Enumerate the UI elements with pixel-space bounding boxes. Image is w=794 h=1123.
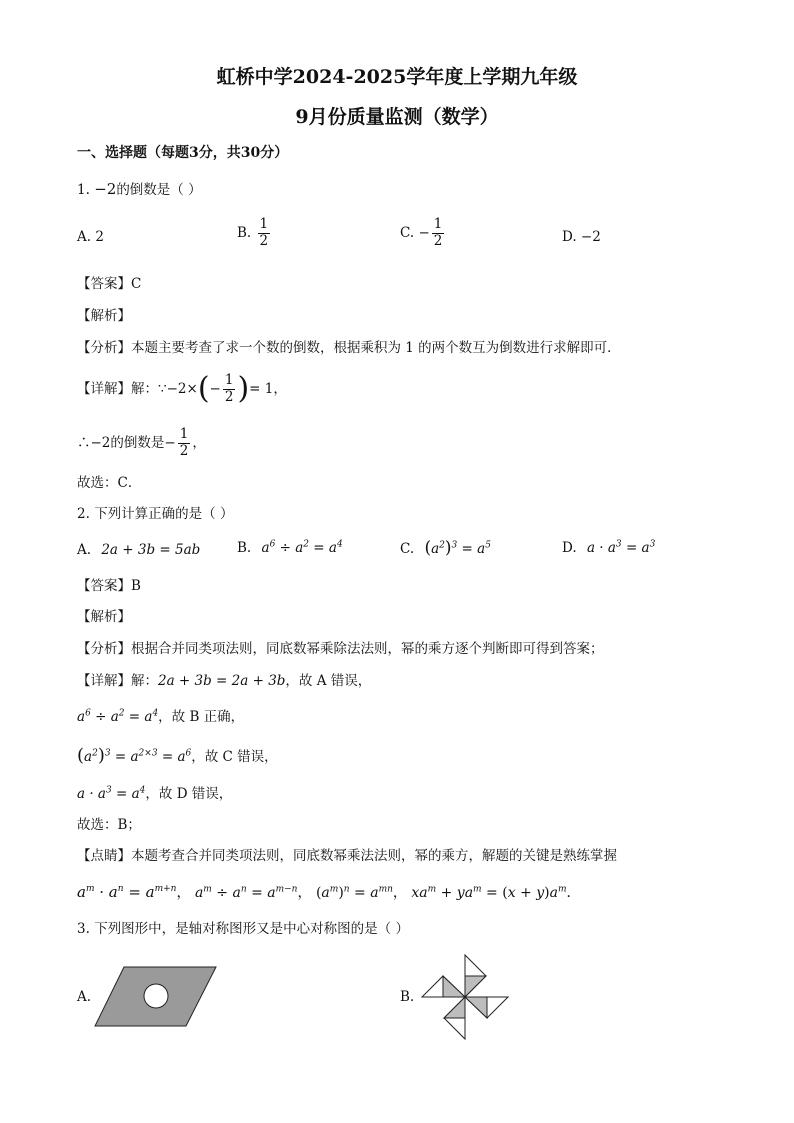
q2-option-b-expr: $a^6 \div a^2 = a^4$ xyxy=(261,539,343,556)
q1-stem xyxy=(77,180,202,198)
q1-option-b-label: B. xyxy=(237,224,252,241)
q1-number: 1. xyxy=(77,182,90,198)
q1-detail-label: 【详解】解： xyxy=(77,380,158,397)
q2-stem-text: 下列计算正确的是（ ） xyxy=(94,506,234,522)
q1-therefore-den: 2 xyxy=(179,442,189,459)
q2-detail-d-expr: $a \cdot a^3 = a^4$ xyxy=(77,785,146,802)
q2-detail-d-text: ，故 D 错误， xyxy=(145,786,233,802)
q2-option-d xyxy=(562,540,655,556)
q1-detail-pre: ∵−2× xyxy=(158,380,198,397)
q1-option-c-den: 2 xyxy=(433,232,443,249)
q2-number: 2. xyxy=(77,506,90,522)
q2-rule-power: $(a^m)^n = a^{mn}$ xyxy=(315,884,393,901)
q1-expr: −2 xyxy=(94,180,117,198)
q1-therefore-post: ， xyxy=(192,434,206,451)
q2-detail-c-expr: $(a^2)^3 = a^{2\times 3} = a^6$ xyxy=(77,745,192,766)
q1-detail-fraction xyxy=(223,373,236,405)
q2-option-d-expr: $a \cdot a^3 = a^3$ xyxy=(586,539,656,556)
q2-jiexi: 【解析】 xyxy=(77,609,131,625)
pinwheel-shade-right xyxy=(465,997,487,1018)
q1-option-b-fraction xyxy=(258,217,271,249)
q1-option-b xyxy=(237,217,272,249)
q2-stem xyxy=(77,506,233,522)
q2-option-c-expr: $(a^2)^3 = a^5$ xyxy=(424,538,491,558)
q1-option-c-label: C. xyxy=(400,224,415,241)
q1-option-c xyxy=(400,217,446,249)
q2-option-a xyxy=(77,542,200,558)
pinwheel-shade-left xyxy=(443,976,465,997)
q1-stem-text: 的倒数是（ ） xyxy=(116,182,202,198)
q3-number: 3. xyxy=(77,921,90,937)
paper-title-line1: 虹桥中学2024-2025学年度上学期九年级 xyxy=(216,66,578,88)
q2-analysis: 【分析】根据合并同类项法则，同底数幂乘除法法则，幂的乘方逐个判断即可得到答案； xyxy=(77,641,604,657)
q2-option-b xyxy=(237,540,343,556)
q2-rule-quotient: $a^m \div a^n = a^{m-n}$ xyxy=(194,884,298,901)
q1-therefore-pre: ∴−2的倒数是− xyxy=(77,434,176,451)
q2-option-c xyxy=(400,538,491,558)
q3-option-b-figure xyxy=(420,953,510,1041)
pinwheel-shade-bottom xyxy=(444,997,465,1018)
q3-option-a-label: A. xyxy=(77,989,92,1005)
q1-detail-num: 1 xyxy=(224,372,234,388)
q2-option-d-label: D. xyxy=(562,540,577,556)
q1-therefore-fraction xyxy=(178,427,191,459)
q2-dianjing: 【点睛】本题考查合并同类项法则，同底数幂乘法法则，幂的乘方，解题的关键是熟练掌握 xyxy=(77,848,617,864)
q2-detail-c-text: ，故 C 错误， xyxy=(191,749,278,765)
q2-detail-b xyxy=(77,709,244,725)
q3-stem-text: 下列图形中，是轴对称图形又是中心对称图的是（ ） xyxy=(94,921,409,937)
q1-analysis: 【分析】本题主要考查了求一个数的倒数，根据乘积为 1 的两个数互为倒数进行求解即可． xyxy=(77,340,621,356)
circle-hole xyxy=(144,984,168,1008)
q2-option-b-label: B. xyxy=(237,540,252,556)
section-heading: 一、选择题（每题3分，共30分） xyxy=(77,145,289,161)
q1-detail: 【详解】解：∵−2×(− $\frac{1}{2}$ )= 1， xyxy=(77,371,287,407)
q2-option-a-expr: 2a + 3b = 5ab xyxy=(101,542,201,558)
q1-option-b-den: 2 xyxy=(259,232,269,249)
q1-option-a: A. 2 xyxy=(77,229,104,245)
q2-detail-a xyxy=(77,673,371,689)
q1-option-c-sign: − xyxy=(418,224,430,241)
q1-therefore-num: 1 xyxy=(179,426,189,442)
q3-stem xyxy=(77,921,409,937)
q1-detail-sign: − xyxy=(209,380,221,397)
q2-answer: 【答案】B xyxy=(77,578,141,594)
q1-detail-den: 2 xyxy=(224,388,234,405)
q3-option-a-figure xyxy=(94,966,218,1028)
paper-title-line2: 9月份质量监测（数学） xyxy=(295,106,499,128)
pinwheel-shade-top xyxy=(465,976,486,997)
q1-option-d: D. −2 xyxy=(562,229,601,245)
q2-detail-a-text: ，故 A 错误， xyxy=(285,673,372,689)
q1-option-b-num: 1 xyxy=(259,216,269,232)
q2-detail-b-expr: $a^6 \div a^2 = a^4$ xyxy=(77,708,159,725)
q2-rules-formula: $a^m \cdot a^n = a^{m+n}$， $a^m \div a^n = a^{m-n}$， $(a^m)^n = a^{mn}$， $xa^m + ya^m = (x + y)a^m$． xyxy=(77,883,581,901)
q2-detail-a-expr: 2a + 3b = 2a + 3b xyxy=(158,673,286,689)
q2-choose: 故选：B； xyxy=(77,817,141,833)
q1-option-c-num: 1 xyxy=(433,216,443,232)
q2-rule-combine: $xa^m + ya^m = (x + y)a^m$ xyxy=(411,884,567,901)
q2-option-a-label: A. xyxy=(77,542,92,558)
q1-option-c-fraction xyxy=(432,217,445,249)
q1-jiexi: 【解析】 xyxy=(77,308,131,324)
q2-detail-label: 【详解】解： xyxy=(77,673,158,689)
q1-therefore xyxy=(77,427,206,459)
q1-answer: 【答案】C xyxy=(77,276,142,292)
q2-rule-product: $a^m \cdot a^n = a^{m+n}$ xyxy=(77,883,177,901)
q1-choose: 故选：C． xyxy=(77,475,142,491)
q2-detail-c xyxy=(77,745,278,767)
q2-detail-b-text: ，故 B 正确， xyxy=(158,709,245,725)
q2-detail-d xyxy=(77,786,232,802)
q1-detail-post: = 1， xyxy=(249,380,287,397)
q2-option-c-label: C. xyxy=(400,541,415,557)
q3-option-b-label: B. xyxy=(400,989,415,1005)
